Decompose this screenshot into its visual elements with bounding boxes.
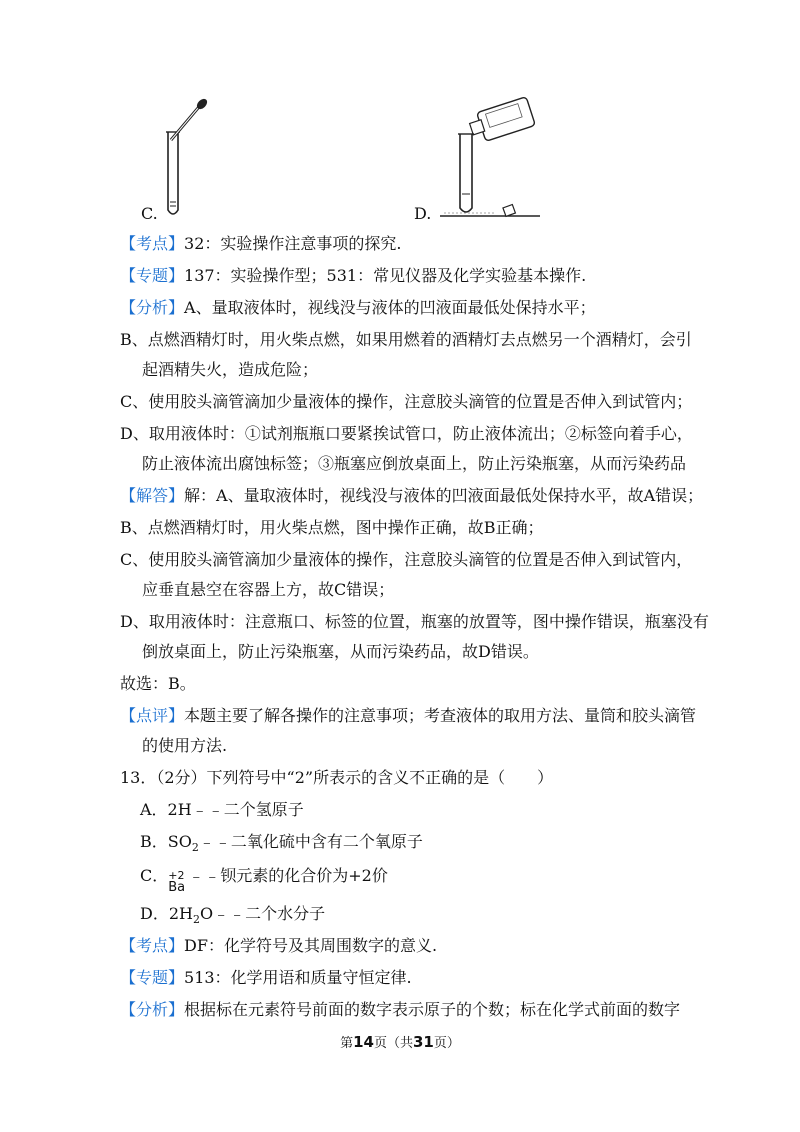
figure-d-pouring: [436, 94, 546, 222]
option-a: A．2H﹣﹣二个氢原子: [140, 800, 304, 819]
jieda-text-3: 应垂直悬空在容器上方，故C错误；: [142, 580, 395, 599]
fenxi-line: [120, 298, 596, 318]
jieda-text-4: D、取用液体时：注意瓶口、标签的位置，瓶塞的放置等，图中操作错误，瓶塞没有: [120, 612, 709, 631]
fenxi-text-1: B、点燃酒精灯时，用火柴点燃，如果用燃着的酒精灯去点燃另一个酒精灯，会引: [120, 330, 692, 349]
option-c-suffix: ﹣﹣钡元素的化合价为+2价: [188, 866, 388, 885]
footer-page-number: 14: [353, 1033, 374, 1051]
jieda-text-6: 故选：B。: [120, 674, 196, 693]
option-d: [140, 904, 325, 930]
dianping-tag: 【点评】: [120, 706, 185, 725]
option-d-prefix: D．2H: [140, 904, 193, 923]
barium-valence-symbol: [168, 864, 188, 895]
zhuanti-text: 137：实验操作型；531：常见仪器及化学实验基本操作.: [184, 266, 587, 285]
page-footer: [0, 1032, 800, 1051]
fenxi-text-2: 起酒精失火，造成危险；: [142, 360, 319, 379]
footer-pre: 第: [340, 1036, 354, 1051]
q13-kaodian-text: DF：化学符号及其周围数字的意义.: [184, 936, 438, 955]
dropper-test-tube-illustration: [140, 94, 220, 222]
figure-d-label: D.: [414, 204, 432, 223]
option-d-sub: 2: [192, 913, 200, 927]
q13-zhuanti-text: 513：化学用语和质量守恒定律.: [184, 968, 412, 987]
jieda-text-0: 解：A、量取液体时，视线没与液体的凹液面最低处保持水平，故A错误；: [184, 486, 704, 505]
option-c-symbol: Ba: [168, 879, 186, 895]
dianping-line: [120, 706, 696, 726]
option-b-sub: 2: [191, 841, 199, 855]
jieda-tag: 【解答】: [120, 486, 185, 505]
option-c: [140, 862, 388, 895]
jieda-text-1: B、点燃酒精灯时，用火柴点燃，图中操作正确，故B正确；: [120, 518, 544, 537]
footer-post: 页）: [433, 1036, 460, 1051]
footer-total-pages: 31: [413, 1033, 434, 1051]
fenxi-text-3: C、使用胶头滴管滴加少量液体的操作，注意胶头滴管的位置是否伸入到试管内；: [120, 392, 693, 411]
zhuanti-line: [120, 266, 586, 286]
option-d-suffix: O﹣﹣二个水分子: [199, 904, 326, 923]
question-13-stem: 13．（2分）下列符号中“2”所表示的含义不正确的是（ ）: [120, 768, 554, 787]
zhuanti-tag: 【专题】: [120, 266, 185, 285]
fenxi-text-5: 防止液体流出腐蚀标签；③瓶塞应倒放桌面上，防止污染瓶塞，从而污染药品: [142, 454, 687, 473]
dianping-text-0: 本题主要了解各操作的注意事项；考查液体的取用方法、量筒和胶头滴管: [184, 706, 697, 725]
jieda-line: [120, 486, 703, 506]
option-b-prefix: B．SO: [140, 832, 192, 851]
q13-kaodian-tag: 【考点】: [120, 936, 185, 955]
fenxi-text-0: A、量取液体时，视线没与液体的凹液面最低处保持水平；: [184, 298, 596, 317]
q13-fenxi-tag: 【分析】: [120, 1000, 185, 1019]
q13-zhuanti-tag: 【专题】: [120, 968, 185, 987]
jieda-text-2: C、使用胶头滴管滴加少量液体的操作，注意胶头滴管的位置是否伸入到试管内，: [120, 550, 693, 569]
option-b-suffix: ﹣﹣二氧化硫中含有二个氧原子: [198, 832, 423, 851]
dianping-text-1: 的使用方法.: [142, 736, 228, 755]
fenxi-tag: 【分析】: [120, 298, 185, 317]
fenxi-text-4: D、取用液体时：①试剂瓶瓶口要紧挨试管口，防止液体流出；②标签向着手心，: [120, 424, 693, 443]
kaodian-line: [120, 234, 401, 254]
option-c-valence: +2: [168, 868, 185, 882]
footer-mid: 页（共: [373, 1036, 413, 1051]
kaodian-text: 32：实验操作注意事项的探究.: [184, 234, 402, 253]
q13-kaodian-line: [120, 936, 437, 956]
q13-zhuanti-line: [120, 968, 412, 988]
kaodian-tag: 【考点】: [120, 234, 185, 253]
q13-fenxi-text: 根据标在元素符号前面的数字表示原子的个数；标在化学式前面的数字: [184, 1000, 681, 1019]
option-c-prefix: C．: [140, 866, 169, 885]
jieda-text-5: 倒放桌面上，防止污染瓶塞，从而污染药品，故D错误。: [142, 642, 539, 661]
q13-fenxi-line: [120, 1000, 680, 1020]
option-b: [140, 832, 423, 858]
figure-c-label: C.: [141, 204, 158, 223]
pouring-liquid-illustration: [436, 94, 546, 222]
figure-c-dropper: [140, 94, 220, 222]
